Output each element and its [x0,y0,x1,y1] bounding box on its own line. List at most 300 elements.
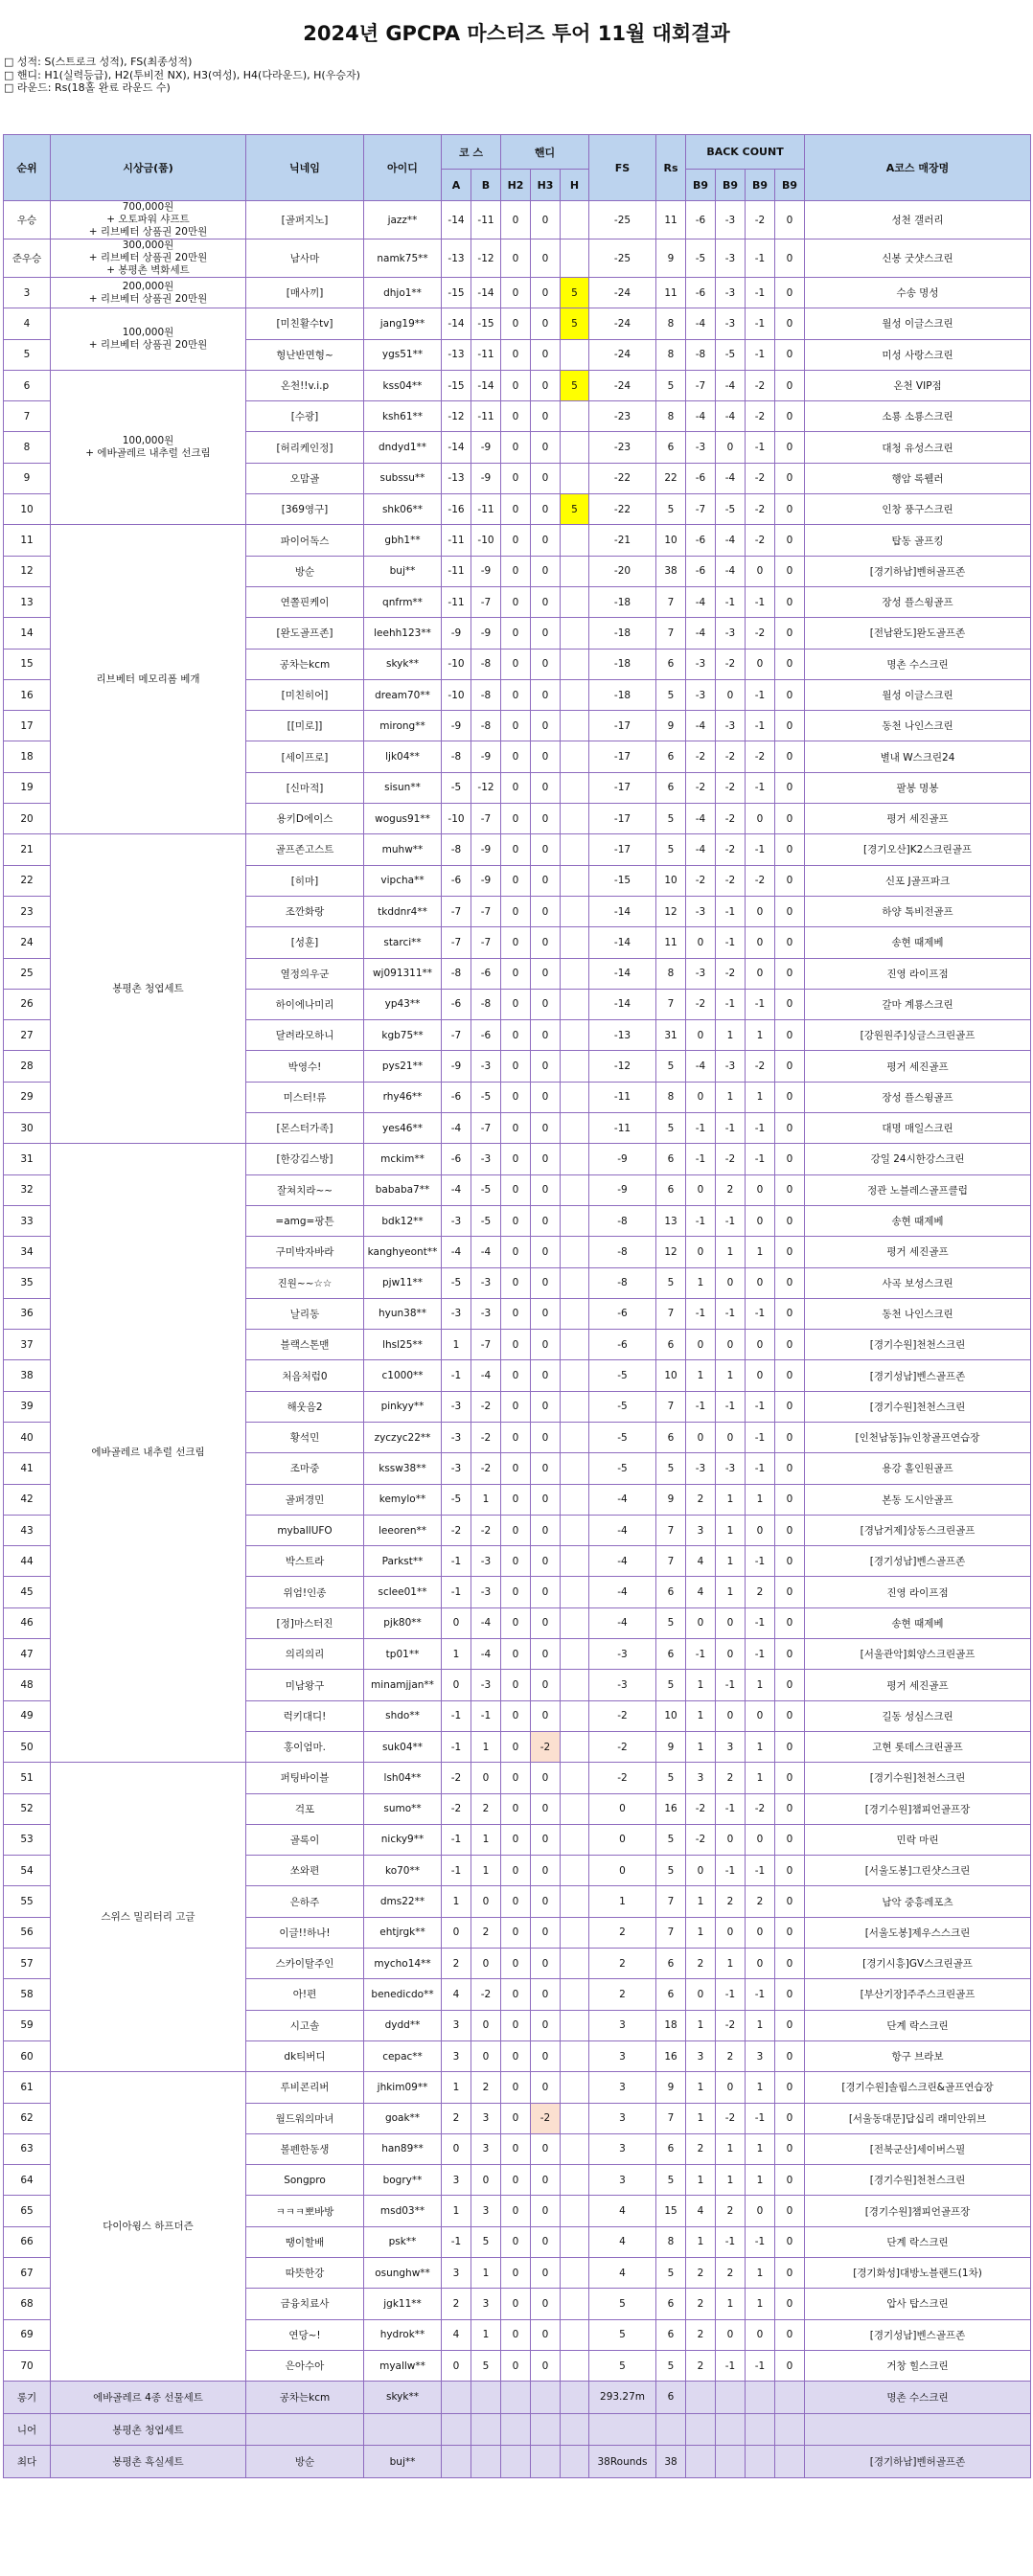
store-name: 명촌 수스크린 [805,649,1031,679]
backcount-b9: 0 [775,2165,805,2196]
player-id: bogry** [364,2165,442,2196]
final-score: -4 [589,1484,656,1515]
player-id: psk** [364,2226,442,2257]
award-rounds: 38 [656,2446,686,2478]
rank: 29 [4,1082,51,1112]
round-count: 6 [656,1174,686,1205]
handicap-h3: 0 [531,1639,561,1670]
table-row [4,2072,1031,2103]
backcount-b9: 1 [746,1237,775,1267]
store-name: 정관 노블레스골프클럽 [805,1174,1031,1205]
rank: 16 [4,679,51,710]
course-b-score: 5 [471,2350,501,2381]
handicap-h [561,2319,589,2350]
backcount-b9: -2 [686,741,716,772]
nickname: Songpro [246,2165,364,2196]
rank: 65 [4,2196,51,2226]
backcount-b9: -1 [746,1422,775,1452]
nickname: 방순 [246,556,364,586]
empty-cell [746,2413,775,2446]
handicap-h [561,1082,589,1112]
award-prize: 봉평촌 흑실세트 [51,2446,246,2478]
final-score: -9 [589,1174,656,1205]
store-name: 온천 VIP점 [805,370,1031,400]
course-b-score: -5 [471,1174,501,1205]
backcount-b9: -2 [716,2010,746,2040]
final-score: -11 [589,1082,656,1112]
store-name: [경기수원]챔피언골프장 [805,1793,1031,1824]
player-id: dndyd1** [364,432,442,463]
backcount-b9: -8 [686,339,716,370]
course-a-score: 2 [442,2103,471,2133]
table-row [4,1144,1031,1174]
backcount-b9: 0 [775,201,805,239]
round-count: 13 [656,1205,686,1236]
backcount-b9: 0 [775,772,805,803]
course-b-score: -4 [471,1607,501,1638]
backcount-b9: -2 [716,958,746,989]
rank: 40 [4,1422,51,1452]
prize-line: 스위스 밀리터리 고글 [101,1910,195,1923]
backcount-b9: 0 [775,1546,805,1577]
handicap-h [561,1330,589,1360]
nickname: ㅋㅋㅋ뽀바방 [246,2196,364,2226]
round-count: 9 [656,1731,686,1762]
store-name: [인천남동]뉴인창골프연습장 [805,1422,1031,1452]
backcount-b9: 0 [686,1330,716,1360]
backcount-b9: -5 [716,494,746,525]
backcount-b9: 0 [775,1082,805,1112]
round-count: 5 [656,370,686,400]
nickname: 진원~~☆☆ [246,1267,364,1298]
course-a-score: -2 [442,1763,471,1793]
round-count: 10 [656,1360,686,1391]
rank: 66 [4,2226,51,2257]
player-id: pjw11** [364,1267,442,1298]
nickname: 용키D에이스 [246,804,364,834]
course-b-score: -14 [471,278,501,308]
course-b-score: -2 [471,1391,501,1422]
round-count: 7 [656,2103,686,2133]
rank: 7 [4,401,51,432]
backcount-b9: 0 [716,1330,746,1360]
course-a-score: -7 [442,927,471,958]
backcount-b9: 0 [775,1607,805,1638]
empty-cell [501,2413,531,2446]
handicap-h2: 0 [501,896,531,926]
round-count: 7 [656,989,686,1019]
backcount-b9: -6 [686,201,716,239]
prize-line: + 리브베터 상품권 20만원 [88,252,208,263]
backcount-b9: -3 [716,1051,746,1082]
store-name: 남악 중흥레포츠 [805,1886,1031,1917]
final-score: -12 [589,1051,656,1082]
backcount-b9: 1 [716,1577,746,1607]
player-id: c1000** [364,1360,442,1391]
handicap-h3: 0 [531,1174,561,1205]
course-b-score: -7 [471,927,501,958]
backcount-b9: -1 [746,2350,775,2381]
course-b-score: -4 [471,1639,501,1670]
nickname: 골퍼경민 [246,1484,364,1515]
backcount-b9: 0 [686,1174,716,1205]
backcount-b9: -3 [686,432,716,463]
handicap-h3: 0 [531,1453,561,1484]
handicap-h3: 0 [531,2319,561,2350]
header-rank: 순위 [4,135,51,201]
legend-handicap: □ 핸디: H1(실력등급), H2(투비전 NX), H3(여성), H4(다라운드), H(우승자) [4,68,360,81]
backcount-b9: 1 [716,1515,746,1545]
backcount-b9: -1 [746,1298,775,1329]
rank: 57 [4,1949,51,1979]
backcount-b9: -4 [716,463,746,493]
round-count: 6 [656,432,686,463]
rank: 39 [4,1391,51,1422]
handicap-h [561,201,589,239]
store-name: 팔봉 명봉 [805,772,1031,803]
backcount-b9: -3 [716,618,746,649]
backcount-b9: 0 [775,1886,805,1917]
header-b9: B9 [775,170,805,201]
handicap-h [561,804,589,834]
backcount-b9: 0 [775,1237,805,1267]
course-b-score: 2 [471,2072,501,2103]
nickname: [미친히어] [246,679,364,710]
prize-line: 에바골레르 내추럴 선크림 [91,1447,205,1459]
backcount-b9: 0 [775,1979,805,2010]
backcount-b9: 1 [746,1670,775,1700]
store-name: 강일 24시한강스크린 [805,1144,1031,1174]
store-name: 송현 때제베 [805,1205,1031,1236]
handicap-h [561,741,589,772]
round-count: 5 [656,494,686,525]
player-id: tkddnr4** [364,896,442,926]
player-id: benedicdo** [364,1979,442,2010]
store-name: [경기오산]K2스크린골프 [805,834,1031,865]
handicap-h [561,525,589,556]
backcount-b9: -1 [716,1298,746,1329]
table-row [4,201,1031,239]
player-id: ko70** [364,1856,442,1886]
handicap-h [561,2010,589,2040]
store-name: [부산기장]주주스크린골프 [805,1979,1031,2010]
handicap-h [561,1174,589,1205]
backcount-b9: 0 [775,741,805,772]
handicap-h2: 0 [501,927,531,958]
backcount-b9: -1 [716,586,746,617]
backcount-b9: 0 [716,1639,746,1670]
handicap-h3: 0 [531,2133,561,2164]
backcount-b9: -7 [686,494,716,525]
handicap-h3: 0 [531,239,561,278]
store-name: [전남완도]완도골프존 [805,618,1031,649]
final-score: -17 [589,834,656,865]
player-id: tp01** [364,1639,442,1670]
player-id: dms22** [364,1886,442,1917]
empty-cell [471,2413,501,2446]
course-a-score: -5 [442,1267,471,1298]
nickname: dk티버디 [246,2040,364,2071]
course-b-score: -2 [471,1422,501,1452]
rank: 44 [4,1546,51,1577]
header-b9: B9 [686,170,716,201]
nickname: 쏘와편 [246,1856,364,1886]
backcount-b9: 0 [746,958,775,989]
course-a-score: -3 [442,1453,471,1484]
handicap-h2: 0 [501,1298,531,1329]
handicap-h3: 0 [531,711,561,741]
handicap-h3: 0 [531,1330,561,1360]
course-b-score: -4 [471,1237,501,1267]
round-count: 6 [656,2319,686,2350]
header-h: H [561,170,589,201]
backcount-b9: -2 [716,772,746,803]
rank: 3 [4,278,51,308]
backcount-b9: 1 [686,2072,716,2103]
backcount-b9: 0 [775,958,805,989]
handicap-h2: 0 [501,1824,531,1855]
round-count: 7 [656,1546,686,1577]
handicap-h3: 0 [531,2226,561,2257]
store-name: 본동 도시안골프 [805,1484,1031,1515]
course-a-score: -8 [442,741,471,772]
store-name: [경기성남]벤스골프존 [805,1546,1031,1577]
course-a-score: -3 [442,1298,471,1329]
rank: 23 [4,896,51,926]
backcount-b9: 1 [746,1484,775,1515]
handicap-h3: 0 [531,1144,561,1174]
final-score: -24 [589,370,656,400]
handicap-h [561,2226,589,2257]
course-a-score: -1 [442,2226,471,2257]
round-count: 7 [656,1298,686,1329]
player-id: gbh1** [364,525,442,556]
player-id: nicky9** [364,1824,442,1855]
handicap-h [561,2072,589,2103]
backcount-b9: 1 [716,1237,746,1267]
final-score: 0 [589,1824,656,1855]
final-score: -15 [589,865,656,896]
backcount-b9: -2 [746,618,775,649]
handicap-h2: 0 [501,494,531,525]
final-score: -4 [589,1607,656,1638]
backcount-b9: -2 [686,772,716,803]
handicap-h3: 0 [531,1205,561,1236]
rank: 37 [4,1330,51,1360]
backcount-b9: 1 [716,1020,746,1051]
table-row [4,370,1031,400]
backcount-b9: 0 [775,834,805,865]
backcount-b9: 0 [775,463,805,493]
backcount-b9: 0 [775,1360,805,1391]
final-score: -6 [589,1298,656,1329]
backcount-b9: 0 [775,2196,805,2226]
nickname: 은아수아 [246,2350,364,2381]
handicap-h [561,1267,589,1298]
handicap-h [561,463,589,493]
backcount-b9: -1 [746,586,775,617]
store-name: 행암 록웰러 [805,463,1031,493]
player-id: skyk** [364,649,442,679]
backcount-b9: 1 [686,1360,716,1391]
course-b-score: 3 [471,2289,501,2319]
backcount-b9: -1 [746,239,775,278]
player-id: mycho14** [364,1949,442,1979]
handicap-h2: 0 [501,525,531,556]
handicap-h2: 0 [501,1237,531,1267]
handicap-h2: 0 [501,958,531,989]
backcount-b9: -1 [746,1144,775,1174]
empty-cell [561,2446,589,2478]
round-count: 6 [656,1422,686,1452]
handicap-h2: 0 [501,1082,531,1112]
handicap-h [561,2196,589,2226]
store-name: [경기수원]솔림스크린&골프연습장 [805,2072,1031,2103]
rank: 42 [4,1484,51,1515]
store-name: 미성 사랑스크린 [805,339,1031,370]
handicap-h2: 0 [501,679,531,710]
player-id: pys21** [364,1051,442,1082]
final-score: 5 [589,2289,656,2319]
header-h2: H2 [501,170,531,201]
handicap-h2: 0 [501,1577,531,1607]
course-b-score: -9 [471,463,501,493]
empty-cell [716,2382,746,2414]
round-count: 9 [656,2072,686,2103]
final-score: -18 [589,649,656,679]
handicap-h2: 0 [501,1391,531,1422]
nickname: 아!편 [246,1979,364,2010]
player-id: qnfrm** [364,586,442,617]
backcount-b9: 1 [746,2289,775,2319]
course-b-score: -8 [471,649,501,679]
player-id: wogus91** [364,804,442,834]
final-score: -17 [589,741,656,772]
backcount-b9: -3 [686,896,716,926]
backcount-b9: 0 [775,1824,805,1855]
award-rounds [656,2413,686,2446]
header-course-a: A [442,170,471,201]
final-score: -14 [589,958,656,989]
final-score: -6 [589,1330,656,1360]
backcount-b9: -4 [716,370,746,400]
rank: 58 [4,1979,51,2010]
rank: 60 [4,2040,51,2071]
nickname: [신마적] [246,772,364,803]
handicap-h2: 0 [501,1700,531,1731]
prize-line: 100,000원 [122,327,174,339]
player-id: kemylo** [364,1484,442,1515]
backcount-b9: -1 [716,1793,746,1824]
final-score: -4 [589,1577,656,1607]
player-id: msd03** [364,2196,442,2226]
backcount-b9: 0 [775,927,805,958]
nickname: 따뜻한강 [246,2258,364,2289]
backcount-b9: 2 [686,2258,716,2289]
backcount-b9: -2 [686,1824,716,1855]
nickname: 열정의우군 [246,958,364,989]
course-b-score: -8 [471,989,501,1019]
nickname: [수광] [246,401,364,432]
backcount-b9: -6 [686,525,716,556]
handicap-h2: 0 [501,1515,531,1545]
rank: 25 [4,958,51,989]
course-b-score: -8 [471,711,501,741]
course-a-score: -5 [442,1484,471,1515]
backcount-b9: -1 [686,1298,716,1329]
handicap-h [561,2258,589,2289]
rank: 21 [4,834,51,865]
handicap-h2: 0 [501,1639,531,1670]
player-id: wj091311** [364,958,442,989]
backcount-b9: -1 [746,711,775,741]
final-score: -4 [589,1515,656,1545]
rank: 11 [4,525,51,556]
backcount-b9: -4 [686,618,716,649]
store-name: 고현 롯데스크린골프 [805,1731,1031,1762]
rank: 28 [4,1051,51,1082]
handicap-h3: 0 [531,772,561,803]
backcount-b9: 0 [686,1979,716,2010]
handicap-h2: 0 [501,1174,531,1205]
course-b-score: 1 [471,1856,501,1886]
backcount-b9: 1 [746,1763,775,1793]
award-player-id: buj** [364,2446,442,2478]
backcount-b9: 0 [775,1267,805,1298]
course-a-score: -4 [442,1174,471,1205]
course-a-score: -8 [442,834,471,865]
handicap-h3: 0 [531,556,561,586]
handicap-h [561,1607,589,1638]
course-b-score: -7 [471,804,501,834]
course-b-score: -7 [471,896,501,926]
course-a-score: -12 [442,401,471,432]
rank: 70 [4,2350,51,2381]
store-name: 성천 갤러리 [805,201,1031,239]
handicap-h3: 0 [531,679,561,710]
backcount-b9: -5 [686,239,716,278]
backcount-b9: -2 [746,525,775,556]
course-b-score: 0 [471,2010,501,2040]
handicap-h3: 0 [531,989,561,1019]
final-score: 3 [589,2133,656,2164]
handicap-h [561,772,589,803]
backcount-b9: -1 [746,1546,775,1577]
course-a-score: 0 [442,2350,471,2381]
handicap-h3: 0 [531,1484,561,1515]
backcount-b9: 0 [775,1484,805,1515]
backcount-b9: -1 [746,1979,775,2010]
backcount-b9: 0 [775,1577,805,1607]
page-title: 2024년 GPCPA 마스터즈 투어 11월 대회결과 [303,22,730,45]
backcount-b9: 1 [716,1546,746,1577]
rank: 38 [4,1360,51,1391]
handicap-h [561,2165,589,2196]
backcount-b9: 0 [775,586,805,617]
store-name: 별내 W스크린24 [805,741,1031,772]
award-player-id: skyk** [364,2382,442,2414]
backcount-b9: 1 [716,1484,746,1515]
player-id: sumo** [364,1793,442,1824]
nickname: 연당~! [246,2319,364,2350]
handicap-h3: -2 [531,1731,561,1762]
backcount-b9: 1 [746,2133,775,2164]
prize-line: + 오토파워 샤프트 [106,214,190,225]
course-b-score: 2 [471,1917,501,1948]
header-nickname: 닉네임 [246,135,364,201]
course-a-score: -10 [442,679,471,710]
round-count: 5 [656,1763,686,1793]
